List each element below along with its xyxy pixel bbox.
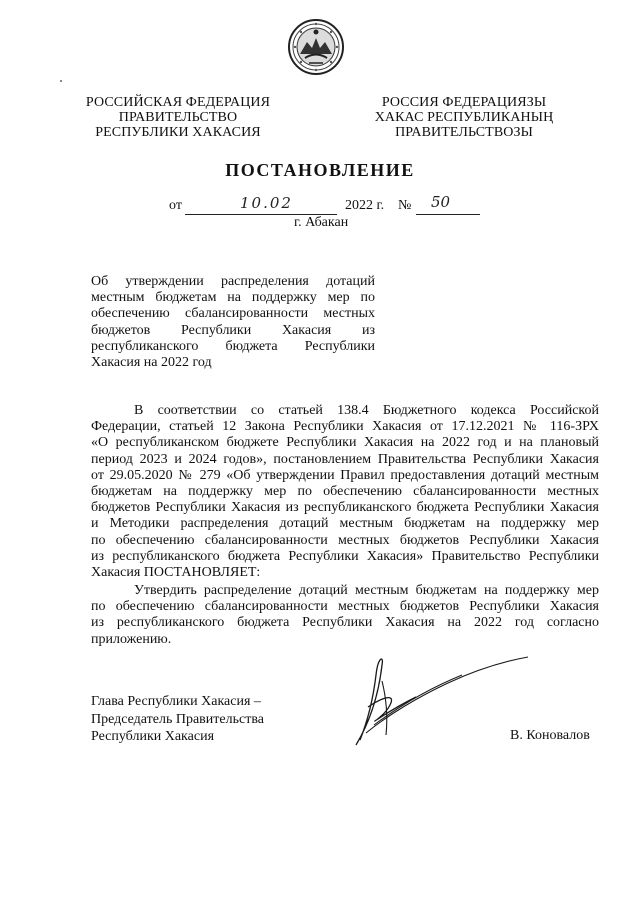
handwritten-date: 10.02 <box>240 194 293 212</box>
paragraph-line: приложению. <box>91 631 172 647</box>
paragraph-line: Хакасия ПОСТАНОВЛЯЕТ: <box>91 565 261 581</box>
subject-block <box>91 274 375 371</box>
from-label: от <box>169 198 182 213</box>
paragraph-line: из республиканского бюджета Республики Хакасия» Правительство Республики <box>91 548 599 564</box>
paragraph-line: Утвердить распределение дотаций местным бюджетам на поддержку мер <box>134 583 599 598</box>
paragraph-line: период 2023 и 2024 годов», постановлением Правительства Республики Хакасия <box>91 451 599 467</box>
header-left-line: РОССИЙСКАЯ ФЕДЕРАЦИЯ <box>85 95 271 110</box>
margin-mark <box>60 80 62 82</box>
subject-line: обеспечению сбалансированности местных <box>91 306 375 322</box>
number-label: № <box>398 198 412 213</box>
header-right-line: РОССИЯ ФЕДЕРАЦИЯЗЫ <box>381 95 547 110</box>
coat-of-arms-emblem-icon <box>287 18 345 76</box>
paragraph-line: В соответствии со статьей 138.4 Бюджетного кодекса Российской <box>134 403 599 418</box>
header-right-line: ПРАВИТЕЛЬСТВОЗЫ <box>395 125 533 140</box>
header-left-line: ПРАВИТЕЛЬСТВО <box>118 110 238 125</box>
signatory-line: Республики Хакасия <box>91 729 215 744</box>
paragraph-line: по обеспечению сбалансированности местных бюджетов Республики Хакасия <box>91 599 599 615</box>
handwritten-signature-icon <box>338 645 538 755</box>
paragraph-line: из республиканского бюджета Республики Хакасия на 2022 год согласно <box>91 615 599 631</box>
header-right-line: ХАКАС РЕСПУБЛИКАНЫҢ <box>374 110 554 125</box>
date-number-line <box>0 193 640 216</box>
header-right <box>364 95 564 140</box>
paragraph-line: от 29.05.2020 № 279 «Об утверждении Правил предоставления дотаций местным <box>91 467 599 483</box>
paragraph-line: Федерации, статьей 12 Закона Республики Хакасия от 17.12.2021 № 116-ЗРХ <box>91 419 599 435</box>
signatory-position <box>91 693 264 746</box>
subject-line: республиканского бюджета Республики <box>91 338 375 354</box>
body-paragraph-1 <box>91 403 599 581</box>
paragraph-line: бюджетов Республики Хакасия из республиканского бюджета Республики Хакасия <box>91 500 599 516</box>
subject-line: бюджетов Республики Хакасия из <box>91 322 375 338</box>
subject-line: Об утверждении распределения дотаций <box>91 274 375 289</box>
header-left <box>78 95 278 140</box>
paragraph-line: по обеспечению сбалансированности местных бюджетов Республики Хакасия <box>91 532 599 548</box>
paragraph-line: «О республиканском бюджете Республики Хакасия на 2022 год и на плановый <box>91 435 599 451</box>
signatory-name: В. Коновалов <box>510 728 590 743</box>
city-label: г. Абакан <box>294 215 349 230</box>
body-paragraph-2 <box>91 583 599 648</box>
subject-line: Хакасия на 2022 год <box>91 355 212 371</box>
document-title: ПОСТАНОВЛЕНИЕ <box>225 160 415 180</box>
signatory-line: Председатель Правительства <box>91 711 264 727</box>
subject-line: местным бюджетам на поддержку мер по <box>91 290 375 306</box>
header-left-line: РЕСПУБЛИКИ ХАКАСИЯ <box>95 125 261 140</box>
paragraph-line: и Методики распределения дотаций местным бюджетам на поддержку мер <box>91 516 599 532</box>
paragraph-line: бюджетам на поддержку мер по обеспечению сбалансированности местных <box>91 484 599 500</box>
signatory-line: Глава Республики Хакасия – <box>91 694 261 709</box>
handwritten-number: 50 <box>431 193 451 211</box>
year-label: 2022 г. <box>345 198 385 213</box>
